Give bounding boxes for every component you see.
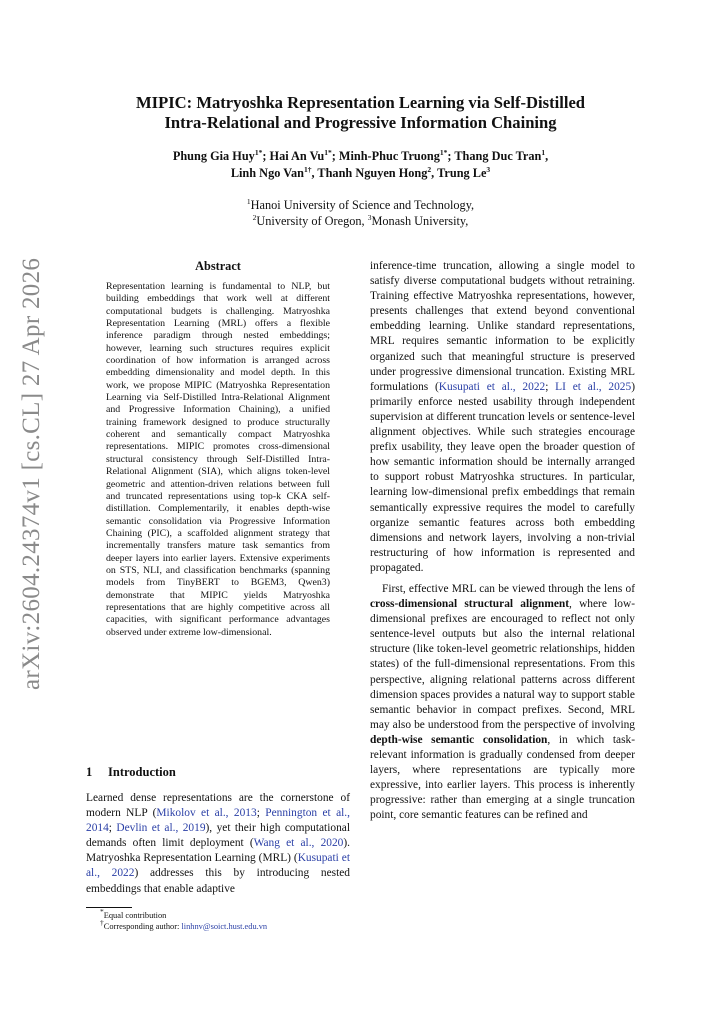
citation-link[interactable]: Pennington et al., 2014	[86, 807, 350, 835]
section-heading-introduction	[86, 764, 176, 780]
body-text: ;	[256, 807, 266, 820]
author-affil-mark: 1	[439, 147, 444, 157]
citation-link[interactable]: Wang et al., 2020	[253, 837, 344, 850]
author-name: Minh-Phuc Truong	[338, 149, 440, 163]
author-affil-mark: 2	[427, 164, 432, 174]
author-name: Phung Gia Huy	[172, 149, 255, 163]
author-affil-mark: 1	[324, 147, 328, 157]
author-affil-mark: 1	[254, 147, 259, 157]
author-name: Linh Ngo Van	[230, 166, 304, 180]
body-text: ), yet their high computational demands often limit deployment (	[86, 822, 350, 850]
footnote-mark: †	[100, 918, 104, 928]
author-name: Thang Duc Tran	[454, 149, 542, 163]
footnote-text: Equal contribution	[103, 911, 167, 920]
body-text: ) addresses this by introducing nested embeddings that enable adaptive	[86, 867, 350, 895]
paper-title	[60, 93, 661, 133]
citation-link[interactable]: Mikolov et al., 2013	[156, 807, 257, 820]
citation-link[interactable]: Kusupati et al., 2022	[438, 380, 546, 393]
body-text: First, effective MRL can be viewed through the lens of	[382, 582, 635, 595]
affil-mark: 2	[252, 212, 257, 222]
body-text: ). Matryoshka Representation Learning (MRL) (	[86, 837, 351, 865]
emphasis-term: cross-dimensional structural alignment	[370, 598, 570, 611]
author-affil-mark: 1†	[303, 164, 312, 174]
author-name: Hai An Vu	[269, 149, 325, 163]
affiliation-1: Hanoi University of Science and Technology,	[250, 198, 475, 212]
author-affil-mark: 3	[486, 164, 491, 174]
equal-contribution-mark: *	[258, 147, 263, 157]
abstract-text: Representation learning is fundamental to NLP, but building embeddings that work well at different computational budgets is challenging. Matryoshka Representation Learning (MRL) offers a flexible inference paradigm through nested embeddings; however, learning such structures requires explicit coordination of how information is arranged across embedding dimensionality and model depth. In this work, we propose MIPIC (Matryoshka Representation Learning via Self-Distilled Intra-Relational Alignment and Progressive Information Chaining), a unified training framework designed to produce structurally coherent and semantically compact Matryoshka representations. MIPIC promotes cross-dimensional structural consistency through Self-Distilled Intra-Relational Alignment (SIA), which aligns token-level geometric and attention-driven relations between full and truncated representations using top-k CKA self-distillation. Complementarily, it enables depth-wise semantic consolidation via Progressive Information Chaining (PIC), a scaffolded alignment strategy that incrementally transfers mature task semantics from deeper layers into earlier layers. Extensive experiments on STS, NLI, and classification benchmarks (spanning models from TinyBERT to BGEM3, Qwen3) demonstrate that MIPIC yields Matryoshka representations that are highly competitive across all capacities, with significant performance advantages observed under extreme low-dimensional.	[106, 281, 330, 638]
body-text: ;	[545, 380, 556, 393]
intro-paragraph-1-start	[86, 791, 350, 897]
title-line-2: Intra-Relational and Progressive Information Chaining	[164, 113, 557, 132]
citation-link[interactable]: Kusupati et al., 2022	[86, 852, 350, 880]
arxiv-identifier-stamp: arXiv:2604.24374v1 [cs.CL] 27 Apr 2026	[18, 257, 45, 690]
section-number: 1	[86, 765, 93, 779]
author-affil-mark: 1	[541, 147, 546, 157]
footnote-text: Corresponding author:	[103, 922, 182, 932]
affiliation-2: University of Oregon,	[256, 214, 368, 228]
equal-contribution-mark: *	[443, 147, 448, 157]
intro-paragraph-2	[370, 582, 635, 824]
author-name: Trung Le	[437, 166, 487, 180]
footnote-rule	[86, 907, 132, 908]
body-text: inference-time truncation, allowing a single model to satisfy diverse computational budgets without retraining. Training effective Matryoshka representations, however, presents challenges that extend beyond conventional embedding learning. Unlike standard representations, MRL requires semantic information to be explicitly organized such that meaningful structure is preserved under progressive dimensional truncation. Existing MRL formulations (	[370, 260, 635, 393]
body-text: ;	[108, 822, 117, 835]
citation-link[interactable]: Devlin et al., 2019	[116, 822, 206, 835]
body-text: ) primarily enforce nested usability through independent supervision at different truncation levels or sentence-level alignment objectives. While such strategies encourage prefix usability, they leave open the broader question of how semantic information should be internally arranged to support robust Matryoshka structures. In particular, learning low-dimensional prefix embeddings that remain semantically expressive requires the model to carefully organize semantic features across both embedding dimensions and network layers, involving a non-trivial restructuring of how information is represented and propagated.	[370, 380, 635, 574]
affil-mark: 1	[246, 196, 251, 206]
affiliations	[60, 197, 661, 229]
section-title: Introduction	[108, 765, 176, 779]
intro-paragraph-1-continued	[370, 259, 635, 576]
footnote-corresponding-author	[86, 918, 350, 932]
citation-link[interactable]: LI et al., 2025	[555, 380, 632, 393]
equal-contribution-mark: *	[327, 147, 332, 157]
affil-mark: 3	[367, 212, 372, 222]
affiliation-3: Monash University,	[371, 214, 469, 228]
footnote-mark: *	[100, 907, 104, 917]
body-text: , in which task-relevant information is gradually condensed from deeper layers, where representations are typically more expressive, into earlier layers. This process is inherently progressive: rather than emerging at a single truncation point, core semantic features can be refined and	[370, 733, 635, 822]
right-column	[370, 259, 635, 823]
author-list: Phung Gia Huy$^{1*}$; Hai An $Vu^{1*}$; Minh-Phuc Truong$^{1*}$; Thang Duc Tran$^1$, Linh Ngo Van$^{1\dagger}$, Thanh Nguyen Hong$^2$, Trung Le$^3$	[172, 147, 549, 180]
body-text: , where low-dimensional prefixes are encouraged to reflect not only sentence-level outputs but also the internal relational structure (like token-level geometric relationships, hidden states) of the full-dimensional representations. From this perspective, aligning relational patterns across different dimension spaces provides a natural way to support stable semantic behavior in compact prefixes. Second, MRL may also be understood from the perspective of involving	[370, 598, 636, 731]
emphasis-term: depth-wise semantic consolidation	[370, 733, 548, 746]
title-line-1: MIPIC: Matryoshka Representation Learning via Self-Distilled	[135, 93, 586, 112]
footnote-equal-contribution	[86, 907, 350, 921]
footnotes	[86, 907, 350, 932]
body-text: Learned dense representations are the cornerstone of modern NLP (	[86, 792, 350, 820]
author-name: Thanh Nguyen Hong	[317, 166, 428, 180]
email-link[interactable]: linhnv@soict.hust.edu.vn	[181, 922, 268, 932]
abstract-heading: Abstract	[195, 259, 241, 273]
